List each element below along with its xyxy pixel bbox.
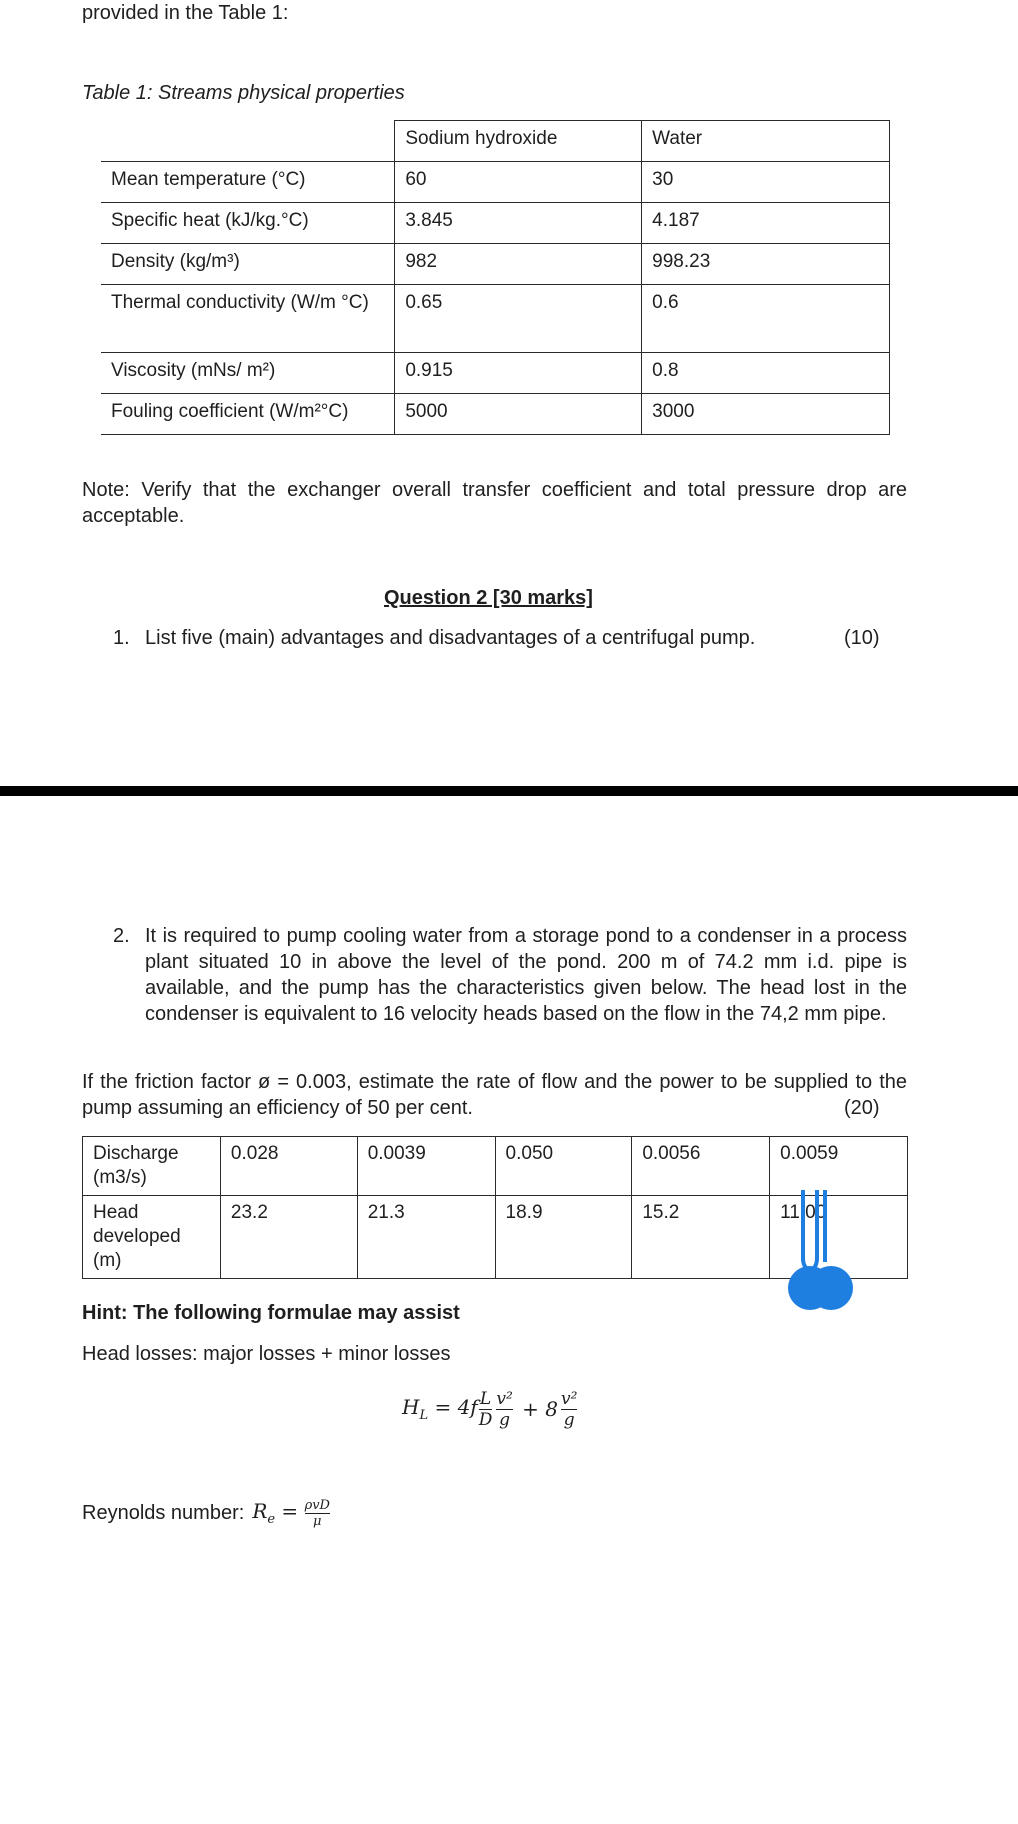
friction-text: If the friction factor ø = 0.003, estimate the rate of flow and the power to be supplied to the pump assuming an efficiency of 50 per cent. — [82, 1071, 907, 1119]
row-label: Fouling coefficient (W/m²°C) — [101, 394, 395, 435]
table-row — [101, 394, 890, 435]
water-value: 998.23 — [642, 244, 890, 285]
row-label: Viscosity (mNs/ m²) — [101, 353, 395, 394]
selection-handle-icon[interactable] — [785, 1182, 865, 1318]
water-value: 0.8 — [642, 353, 890, 394]
item1-number: 1. — [113, 627, 130, 649]
naoh-value: 5000 — [395, 394, 642, 435]
head-value: 15.2 — [632, 1196, 770, 1279]
table-row — [101, 244, 890, 285]
header-blank — [101, 121, 395, 162]
item2-text: It is required to pump cooling water from a storage pond to a condenser in a process plant situated 10 in above the level of the pond. 200 m of 74.2 mm i.d. pipe is available, and the pump has the characteristics given below. The head lost in the condenser is equivalent to 16 velocity heads based on the flow in the 74,2 mm pipe. — [145, 925, 907, 1025]
table1-caption: Table 1: Streams physical properties — [82, 82, 405, 104]
naoh-value: 60 — [395, 162, 642, 203]
head-value: 18.9 — [495, 1196, 632, 1279]
head-label: Head developed (m) — [83, 1196, 221, 1279]
item2-number: 2. — [113, 925, 130, 947]
naoh-value: 3.845 — [395, 203, 642, 244]
item2-marks: (20) — [844, 1097, 880, 1119]
head-loss-formula: $H_L = 4f$ $\frac{L}{D}$ $\frac{\text{v²}}{g}$ + 8 $\frac{\text{v²}}{g}$ — [402, 1388, 578, 1430]
reynolds-fraction: $\frac{\text{ρvD}}{\mu}$ — [304, 1497, 330, 1529]
head-row — [83, 1196, 908, 1279]
reynolds-line — [82, 1490, 330, 1536]
row-label: Specific heat (kJ/kg.°C) — [101, 203, 395, 244]
discharge-row — [83, 1137, 908, 1196]
row-label: Thermal conductivity (W/m °C) — [101, 285, 395, 353]
head-value: 11.00 — [770, 1196, 908, 1279]
naoh-value: 982 — [395, 244, 642, 285]
properties-table — [101, 120, 890, 435]
head-value: 21.3 — [357, 1196, 495, 1279]
item1-marks: (10) — [844, 627, 880, 649]
discharge-value: 0.028 — [220, 1137, 357, 1196]
water-value: 3000 — [642, 394, 890, 435]
naoh-value: 0.915 — [395, 353, 642, 394]
hint-title: Hint: The following formulae may assist — [82, 1302, 460, 1324]
item1-text: List five (main) advantages and disadvantages of a centrifugal pump. — [145, 627, 756, 649]
water-value: 0.6 — [642, 285, 890, 353]
discharge-value: 0.0059 — [770, 1137, 908, 1196]
discharge-label: Discharge (m3/s) — [83, 1137, 221, 1196]
page-separator — [0, 786, 1018, 796]
table-header-row — [101, 121, 890, 162]
row-label: Mean temperature (°C) — [101, 162, 395, 203]
row-label: Density (kg/m³) — [101, 244, 395, 285]
discharge-value: 0.0056 — [632, 1137, 770, 1196]
discharge-value: 0.0039 — [357, 1137, 495, 1196]
table-row — [101, 353, 890, 394]
reynolds-label: Reynolds number: — [82, 1502, 245, 1524]
header-water: Water — [642, 121, 890, 162]
reynolds-formula: $R_e$ = — [252, 1499, 305, 1527]
table-row — [101, 203, 890, 244]
intro-text: provided in the Table 1: — [82, 2, 289, 24]
question2-heading: Question 2 [30 marks] — [384, 587, 593, 609]
water-value: 30 — [642, 162, 890, 203]
header-naoh: Sodium hydroxide — [395, 121, 642, 162]
naoh-value: 0.65 — [395, 285, 642, 353]
head-value: 23.2 — [220, 1196, 357, 1279]
discharge-value: 0.050 — [495, 1137, 632, 1196]
water-value: 4.187 — [642, 203, 890, 244]
table-row — [101, 285, 890, 353]
note-text: Note: Verify that the exchanger overall transfer coefficient and total pressure drop are acceptable. — [82, 479, 907, 527]
table-row — [101, 162, 890, 203]
head-losses-text: Head losses: major losses + minor losses — [82, 1343, 451, 1365]
